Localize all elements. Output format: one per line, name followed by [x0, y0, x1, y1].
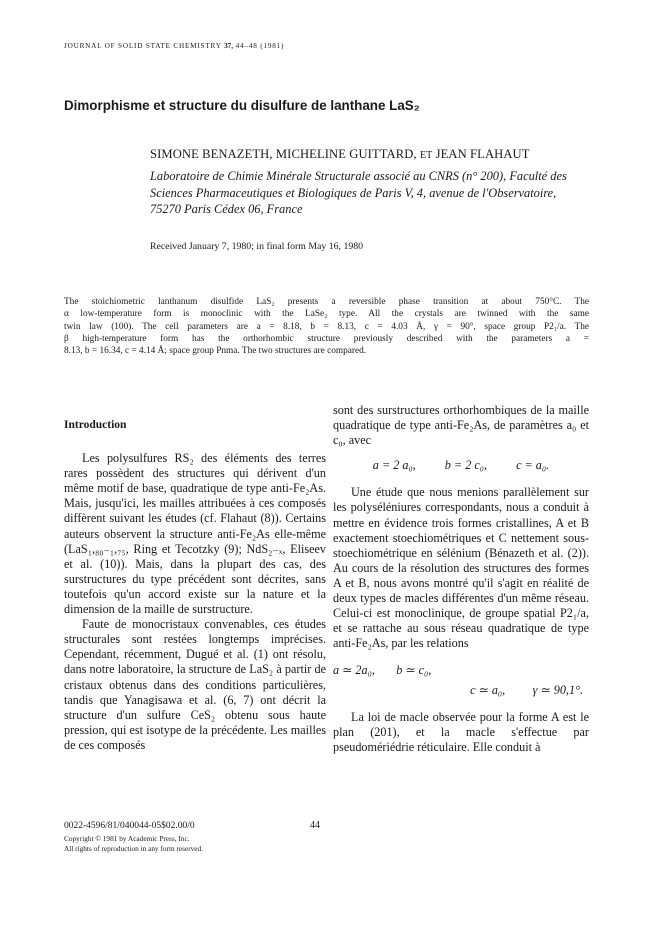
equation-term: c = a₀. [516, 458, 550, 473]
relation-term: b ≃ c₀, [396, 663, 432, 678]
footer-code: 0022-4596/81/040044-05$02.00/0 [64, 821, 195, 831]
relation-term: a ≃ 2a₀, [333, 663, 375, 678]
relation-line-1 [333, 663, 589, 678]
abstract [64, 296, 589, 357]
relation-term: γ ≃ 90,1°. [532, 682, 583, 697]
footer-copyright: Copyright © 1981 by Academic Press, Inc. [64, 834, 190, 843]
page-number: 44 [310, 820, 320, 831]
abstract-line: twin law (100). The cell parameters are a = 8.18, b = 8.13, c = 4.03 Å, γ = 90°, space group P2₁/a. The [64, 321, 589, 332]
journal-header [64, 42, 284, 50]
right-paragraph-2: Une étude que nous menions parallèlement sur les polyséléniures correspondants, nous a conduit à mettre en évidence trois formes cristallines, A et B exactement stoechiométriques et C nettement sous-stoechiométrique en sélénium (Bénazeth et al. (2)). Au cours de la résolution des structures des formes A et B, nous avons montré qu'il s'agit en réalité de deux types de macles différentes d'un même réseau. Celui-ci est monoclinique, de groupe spatial P2₁/a, et se rattache au sous réseau quadratique de type anti-Fe₂As, par les relations [333, 485, 589, 651]
journal-pages: 44–48 (1981) [235, 42, 285, 50]
equation-term: b = 2 c₀, [444, 458, 488, 473]
author-last: JEAN FLAHAUT [435, 147, 530, 161]
abstract-line: The stoichiometric lanthanum disulfide LaS₂ presents a reversible phase transition at about 750°C. The [64, 297, 589, 307]
equation-term: a = 2 a₀, [372, 458, 416, 473]
journal-name: JOURNAL OF SOLID STATE CHEMISTRY [64, 42, 222, 50]
author-names: SIMONE BENAZETH, MICHELINE GUITTARD, [150, 147, 417, 161]
affiliation: Laboratoire de Chimie Minérale Structurale associé au CNRS (n° 200), Faculté des Sciences Pharmaceutiques et Biologiques de Paris V, 4, avenue de l'Observatoire, 75270 Paris Cédex 06, France [150, 169, 567, 216]
article-title: Dimorphisme et structure du disulfure de lanthane LaS₂ [64, 98, 420, 113]
right-column [333, 403, 589, 755]
abstract-line: α low-temperature form is monoclinic with the LaSe₂ type. All the crystals are twinned with the same [64, 309, 589, 320]
relation-line-2 [333, 683, 589, 698]
abstract-line: β high-temperature form has the orthorhombic structure previously described with the parameters a = [64, 333, 589, 344]
authors [150, 147, 530, 162]
abstract-line: 8.13, b = 16.34, c = 4.14 Å; space group Pnma. The two structures are compared. [64, 346, 367, 357]
intro-paragraph-1: Les polysulfures RS₂ des éléments des terres rares possèdent des structures qui dérivent d'un même motif de base, quadratique de type anti-Fe₂As. Mais, jusqu'ici, les mailles attribuées à ces composés diffèrent suivant les études (cf. Flahaut (8)). Certains auteurs observent la structure anti-Fe₂As elle-même (LaS₁,₈₀₋₁,₇₅, Ring et Tecotzky (9); NdS₂₋ₓ, Eliseev et al. (10)). Mais, dans la plupart des cas, des surstructures du type précédent sont décrites, sans toutefois qu'un accord existe sur la nature et la dimension de la maille de surstructure. [64, 451, 326, 617]
left-column [64, 418, 326, 753]
relation-term: c ≃ a₀, [470, 682, 506, 697]
section-heading: Introduction [64, 419, 127, 431]
intro-paragraph-2: Faute de monocristaux convenables, ces études structurales sont restées longtemps imprécises. Cependant, récemment, Dugué et al. (1) ont résolu, dans notre laboratoire, la structure de LaS₂ à partir de cristaux obtenus dans des conditions particulières, tandis que Yanagisawa et al. (6, 7) ont décrit la structure d'un sulfure CeS₂ obtenu sous haute pression, qui est isotype de la précédente. Les mailles de ces composés [64, 617, 326, 752]
footer-rights: All rights of reproduction in any form reserved. [64, 844, 204, 853]
journal-volume: 37, [224, 42, 234, 50]
received-date: Received January 7, 1980; in final form May 16, 1980 [150, 241, 364, 252]
equation-cell-relations [333, 458, 589, 473]
author-conjunction: ET [419, 150, 433, 161]
right-paragraph-3: La loi de macle observée pour la forme A est le plan (201), et la macle s'effectue par pseudomériédrie réticulaire. Elle conduit à [333, 709, 589, 754]
right-paragraph-1: sont des surstructures orthorhombiques de la maille quadratique de type anti-Fe₂As, de paramètres a₀ et c₀, avec [333, 403, 589, 448]
